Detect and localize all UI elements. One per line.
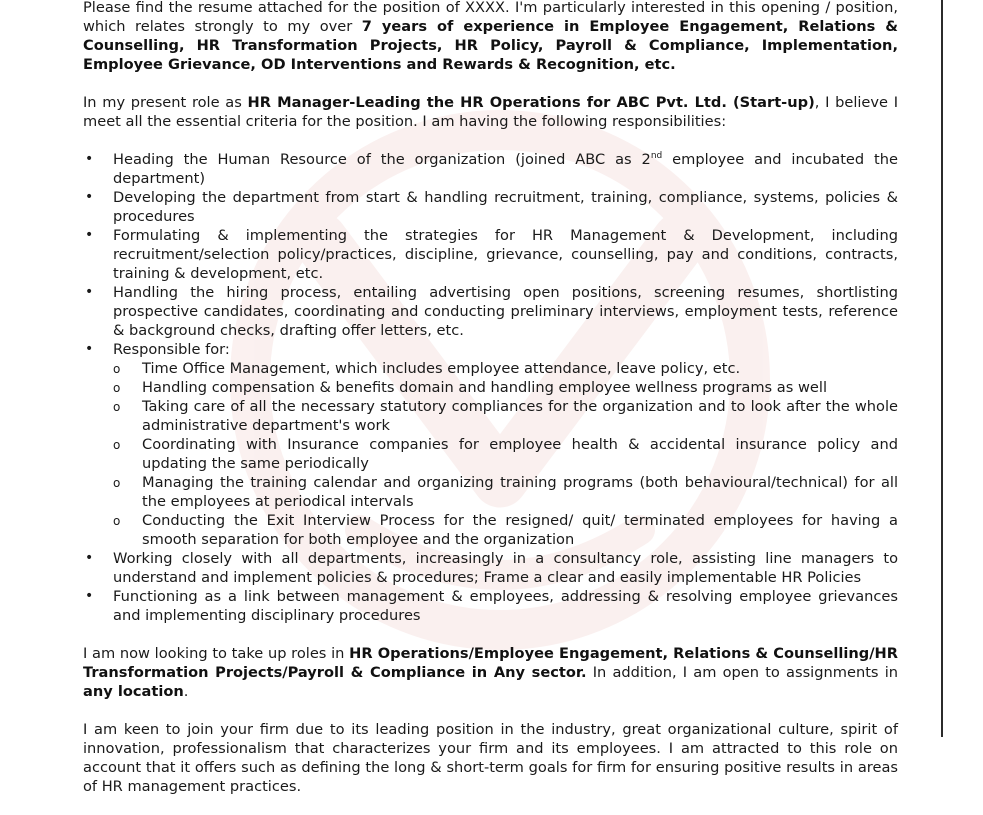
item-text: Functioning as a link between management & employees, addressing & resolving employee grievances and implementing disciplinary procedures bbox=[113, 588, 898, 624]
list-item bbox=[83, 283, 898, 340]
list-item bbox=[83, 549, 898, 587]
list-item bbox=[83, 340, 898, 549]
bullet-icon: • bbox=[85, 284, 94, 300]
sub-list-item bbox=[83, 378, 898, 397]
looking-text-2: In addition, I am open to assignments in bbox=[586, 664, 899, 681]
item-text: Responsible for: bbox=[113, 341, 230, 358]
item-text: Heading the Human Resource of the organization (joined ABC as 2 bbox=[113, 151, 651, 168]
item-text: Handling the hiring process, entailing advertising open positions, screening resumes, shortlisting prospective candidates, coordinating and conducting preliminary interviews, employment tests, reference & background checks, drafting offer letters, etc. bbox=[113, 284, 898, 339]
sub-item-text: Coordinating with Insurance companies for employee health & accidental insurance policy and updating the same periodically bbox=[142, 436, 898, 472]
sub-list-item bbox=[83, 397, 898, 435]
sub-item-text: Time Office Management, which includes employee attendance, leave policy, etc. bbox=[142, 360, 741, 377]
right-border-rule bbox=[941, 0, 943, 737]
intro-experience-highlight: 7 years of experience in Employee Engagement, Relations & Counselling, HR Transformation Projects, HR Policy, Payroll & Compliance, Implementation, Employee Grievance, OD Interventions and Rewards & Recognition, etc. bbox=[83, 18, 898, 73]
sub-item-text: Handling compensation & benefits domain and handling employee wellness programs as well bbox=[142, 379, 828, 396]
bullet-icon: • bbox=[85, 227, 94, 243]
item-text: employee and incubated the department) bbox=[113, 151, 898, 187]
sub-item-text: Taking care of all the necessary statutory compliances for the organization and to look after the whole administrative department's work bbox=[142, 398, 898, 434]
list-item bbox=[83, 188, 898, 226]
current-role-paragraph bbox=[83, 93, 898, 131]
current-role-title: HR Manager-Leading the HR Operations for ABC Pvt. Ltd. (Start-up) bbox=[247, 94, 815, 111]
intro-text: Please find the resume attached for the position of XXXX. I'm particularly interested in this opening / position, which relates strongly to my over bbox=[83, 0, 898, 35]
responsibilities-list bbox=[83, 150, 898, 625]
circle-bullet-icon: o bbox=[113, 381, 121, 395]
letter-body bbox=[83, 0, 898, 815]
list-item bbox=[83, 587, 898, 625]
item-text: Developing the department from start & handling recruitment, training, compliance, systems, policies & procedures bbox=[113, 189, 898, 225]
responsible-for-sublist bbox=[113, 359, 898, 549]
ordinal-suffix: nd bbox=[650, 151, 663, 162]
list-item bbox=[83, 150, 898, 188]
sub-list-item bbox=[83, 473, 898, 511]
bullet-icon: • bbox=[85, 151, 94, 167]
bullet-icon: • bbox=[85, 550, 94, 566]
circle-bullet-icon: o bbox=[113, 400, 121, 414]
circle-bullet-icon: o bbox=[113, 362, 121, 376]
list-item bbox=[83, 226, 898, 283]
looking-for-paragraph bbox=[83, 644, 898, 701]
sub-item-text: Managing the training calendar and organizing training programs (both behavioural/technical) for all the employees at periodical intervals bbox=[142, 474, 898, 510]
bullet-icon: • bbox=[85, 588, 94, 604]
closing-text: I am keen to join your firm due to its leading position in the industry, great organizational culture, spirit of innovation, professionalism that characterizes your firm and its employees. I am attracted to this role on account that it offers such as defining the long & short-term goals for firm for ensuring positive results in areas of HR management practices. bbox=[83, 721, 898, 795]
circle-bullet-icon: o bbox=[113, 514, 121, 528]
bullet-icon: • bbox=[85, 189, 94, 205]
circle-bullet-icon: o bbox=[113, 438, 121, 452]
sub-item-text: Conducting the Exit Interview Process for the resigned/ quit/ terminated employees for having a smooth separation for both employee and the organization bbox=[142, 512, 898, 548]
looking-text-1: I am now looking to take up roles in bbox=[83, 645, 350, 662]
item-text: Formulating & implementing the strategies for HR Management & Development, including recruitment/selection policy/practices, discipline, grievance, counselling, pay and conditions, contracts, training & development, etc. bbox=[113, 227, 898, 282]
circle-bullet-icon: o bbox=[113, 476, 121, 490]
closing-paragraph bbox=[83, 720, 898, 796]
current-role-text-2: , I believe I meet all the essential criteria for the position. I am having the following responsibilities: bbox=[83, 94, 899, 130]
current-role-text-1: In my present role as bbox=[83, 94, 248, 111]
sub-list-item bbox=[83, 435, 898, 473]
sub-list-item bbox=[83, 511, 898, 549]
bullet-icon: • bbox=[85, 341, 94, 357]
item-text: Working closely with all departments, increasingly in a consultancy role, assisting line managers to understand and implement policies & procedures; Frame a clear and easily implementable HR Policies bbox=[113, 550, 898, 586]
intro-paragraph bbox=[83, 0, 898, 74]
sub-list-item bbox=[83, 359, 898, 378]
location-preference: any location bbox=[83, 683, 184, 700]
looking-text-3: . bbox=[183, 683, 189, 700]
target-roles: HR Operations/Employee Engagement, Relations & Counselling/HR Transformation Projects/Payroll & Compliance in Any sector. bbox=[83, 645, 898, 681]
